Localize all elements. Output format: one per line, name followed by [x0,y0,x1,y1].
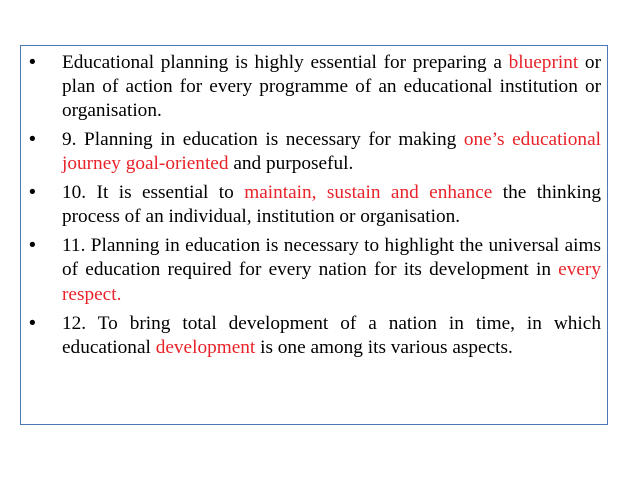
text-segment: is one among its various aspects. [255,336,513,358]
text-segment: 10. It is essential to [62,182,245,204]
bullet-item [29,312,601,360]
bullet-text [62,182,601,227]
bullet-icon: • [29,182,36,204]
text-segment: 12. To bring total development of a nation in time, in which educational [62,312,601,358]
bullet-icon: • [29,312,36,334]
bullet-icon: • [29,52,36,73]
highlighted-text-segment: development [155,336,256,358]
highlighted-text-segment: blueprint [508,52,579,73]
highlighted-text-segment: one’s educational journey goal-oriented [62,129,601,175]
bullet-item [29,128,601,176]
bullet-text [62,52,601,121]
text-segment: or plan of action for every programme of an educational institution or organisation. [62,52,601,122]
text-segment: Educational planning is highly essential for preparing a [62,52,509,73]
highlighted-text-segment: every respect. [62,259,601,305]
bullet-text [62,129,601,174]
bullet-item [29,181,601,229]
bullet-text [62,313,601,358]
text-segment: 9. Planning in education is necessary for making [62,129,464,151]
bullet-list [29,51,601,365]
bullet-icon: • [29,235,36,257]
text-segment: the thinking process of an individual, institution or organisation. [62,182,601,228]
text-segment: 11. Planning in education is necessary to highlight the universal aims of education required for every nation for its development in [62,235,601,281]
highlighted-text-segment: maintain, sustain and enhance [244,182,493,204]
text-segment: and purposeful. [228,153,354,175]
bullet-item [29,234,601,306]
bullet-text [62,235,601,304]
bullet-icon: • [29,129,36,151]
bullet-item [29,51,601,123]
